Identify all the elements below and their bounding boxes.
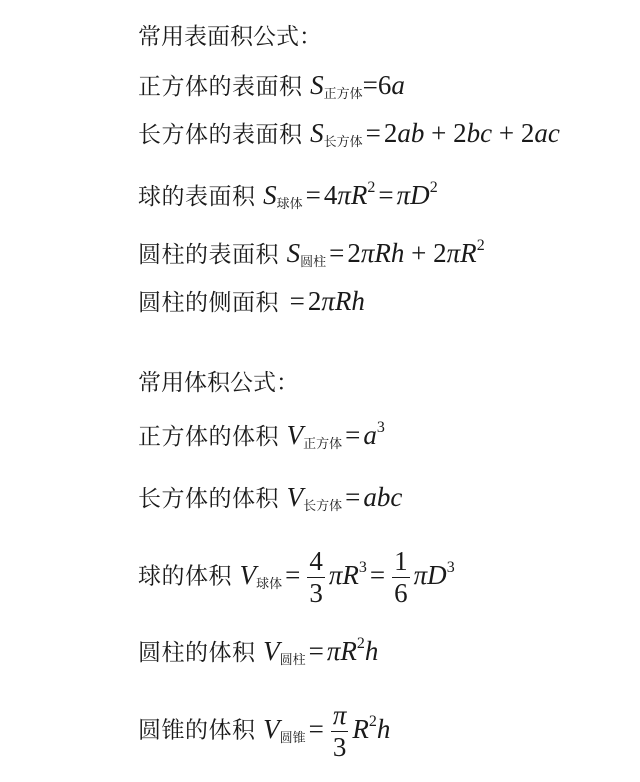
formula: = 2πRh — [289, 286, 365, 316]
formula-label: 圆柱的体积 — [138, 640, 256, 666]
formula: $V_{圆锥}$ = $\frac{\pi}{3}$ $R^2h$ — [263, 700, 391, 762]
surface-line-cylinder — [138, 238, 485, 269]
formula: $S_{长方体} = 2ab + 2bc + 2ac$ — [310, 118, 560, 150]
formula: $S_{圆柱} = 2\pi Rh + 2\pi R^2$ — [286, 237, 485, 270]
surface-line-cube — [138, 72, 405, 101]
formula: $V_{正方体} = a^3$ — [286, 419, 385, 452]
formula-label: 长方体的表面积 — [138, 122, 303, 148]
volume-line-sphere — [138, 548, 455, 607]
formula-label: 圆柱的侧面积 — [138, 290, 279, 316]
formula-label: 球的体积 — [138, 563, 232, 590]
surface-line-cylinder-lateral — [138, 288, 365, 315]
formula: $S_{正方体}=6a$ — [310, 70, 405, 102]
volume-line-cone — [138, 702, 390, 761]
volume-line-cuboid — [138, 484, 402, 513]
surface-area-heading: 常用表面积公式： — [138, 24, 322, 50]
volume-line-cylinder — [138, 636, 378, 667]
formula-label: 圆锥的体积 — [138, 717, 256, 744]
formula-label: 正方体的体积 — [138, 424, 279, 450]
surface-line-cuboid — [138, 120, 560, 149]
surface-line-sphere — [138, 180, 438, 211]
volume-line-cube — [138, 420, 385, 451]
formula: $V_{球体}$ = $\frac{4}{3}$ $\pi R^3$ = $\frac{1}{6}$ $\pi D^3$ — [239, 546, 455, 608]
formula-label: 圆柱的表面积 — [138, 242, 279, 268]
formula-label: 球的表面积 — [138, 184, 256, 210]
formula: $S_{球体} = 4\pi R^2 = \pi D^2$ — [263, 179, 438, 212]
formula-label: 正方体的表面积 — [138, 74, 303, 100]
formula: $V_{圆柱} = \pi R^2h$ — [263, 635, 379, 668]
volume-heading: 常用体积公式： — [138, 370, 299, 396]
formula: $V_{长方体}$ = abc — [286, 482, 403, 514]
formula-label: 长方体的体积 — [138, 486, 279, 512]
